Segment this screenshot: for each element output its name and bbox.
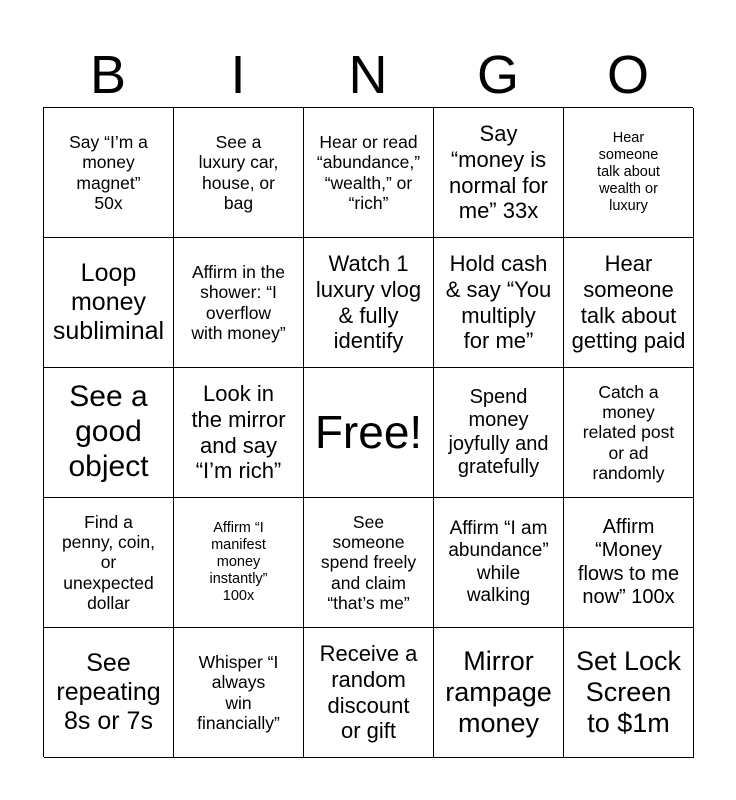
header-letter-b: B (89, 45, 127, 105)
bingo-cell[interactable] (434, 368, 564, 498)
bingo-cell[interactable] (174, 498, 304, 628)
bingo-cell[interactable] (174, 108, 304, 238)
header-letter-o: O (606, 45, 649, 105)
cell-text: Look in the mirror and say “I’m rich” (191, 381, 286, 484)
cell-text: Hear someone talk about wealth or luxury (597, 130, 660, 214)
header-letter-n: N (348, 45, 388, 105)
bingo-cell[interactable] (304, 108, 434, 238)
bingo-card-grid (43, 107, 693, 757)
free-space-label: Free! (314, 405, 423, 458)
bingo-cell[interactable] (564, 108, 694, 238)
header-letter-i: I (230, 45, 246, 105)
cell-text: Catch a money related post or ad randomly (582, 381, 675, 483)
bingo-cell[interactable] (304, 498, 434, 628)
bingo-cell[interactable] (564, 628, 694, 758)
cell-text: Whisper “I always win financially” (197, 651, 280, 733)
bingo-header (43, 44, 693, 106)
bingo-cell[interactable] (174, 238, 304, 368)
cell-text: Watch 1 luxury vlog & fully identify (315, 251, 422, 354)
cell-text: Affirm “Money flows to me now” 100x (577, 516, 680, 608)
bingo-cell[interactable] (44, 628, 174, 758)
bingo-cell[interactable] (304, 238, 434, 368)
bingo-cell[interactable] (174, 368, 304, 498)
cell-text: Loop money subliminal (52, 259, 165, 345)
cell-text: Mirror rampage money (445, 645, 552, 739)
bingo-cell[interactable] (434, 628, 564, 758)
cell-text: Spend money joyfully and gratefully (448, 386, 549, 478)
bingo-cell[interactable] (434, 108, 564, 238)
cell-text: See a luxury car, house, or bag (198, 131, 279, 213)
cell-text: Hear someone talk about getting paid (571, 251, 686, 354)
bingo-cell[interactable] (174, 628, 304, 758)
bingo-cell[interactable] (564, 368, 694, 498)
cell-text: Find a penny, coin, or unexpected dollar (61, 511, 156, 613)
cell-text: Hear or read “abundance,” “wealth,” or “rich” (316, 131, 421, 213)
cell-text: Set Lock Screen to $1m (575, 645, 682, 739)
bingo-cell[interactable] (564, 238, 694, 368)
bingo-cell[interactable] (44, 498, 174, 628)
bingo-cell[interactable] (564, 498, 694, 628)
cell-text: Affirm in the shower: “I overflow with money” (191, 261, 286, 343)
header-letter-g: G (476, 45, 519, 105)
cell-text: Say “money is normal for me” 33x (448, 121, 549, 224)
bingo-cell[interactable] (304, 628, 434, 758)
free-space-cell[interactable] (304, 368, 434, 498)
bingo-cell[interactable] (44, 238, 174, 368)
cell-text: Hold cash & say “You multiply for me” (445, 251, 552, 354)
bingo-cell[interactable] (44, 108, 174, 238)
cell-text: See a good object (68, 380, 149, 483)
cell-text: Say “I’m a money magnet” 50x (69, 131, 148, 213)
bingo-cell[interactable] (434, 238, 564, 368)
cell-text: See repeating 8s or 7s (56, 649, 161, 735)
cell-text: Affirm “I manifest money instantly” 100x (209, 520, 268, 604)
cell-text: Receive a random discount or gift (319, 641, 418, 744)
bingo-cell[interactable] (44, 368, 174, 498)
bingo-cell[interactable] (434, 498, 564, 628)
cell-text: See someone spend freely and claim “that’s me” (320, 511, 417, 613)
cell-text: Affirm “I am abundance” while walking (448, 518, 549, 606)
